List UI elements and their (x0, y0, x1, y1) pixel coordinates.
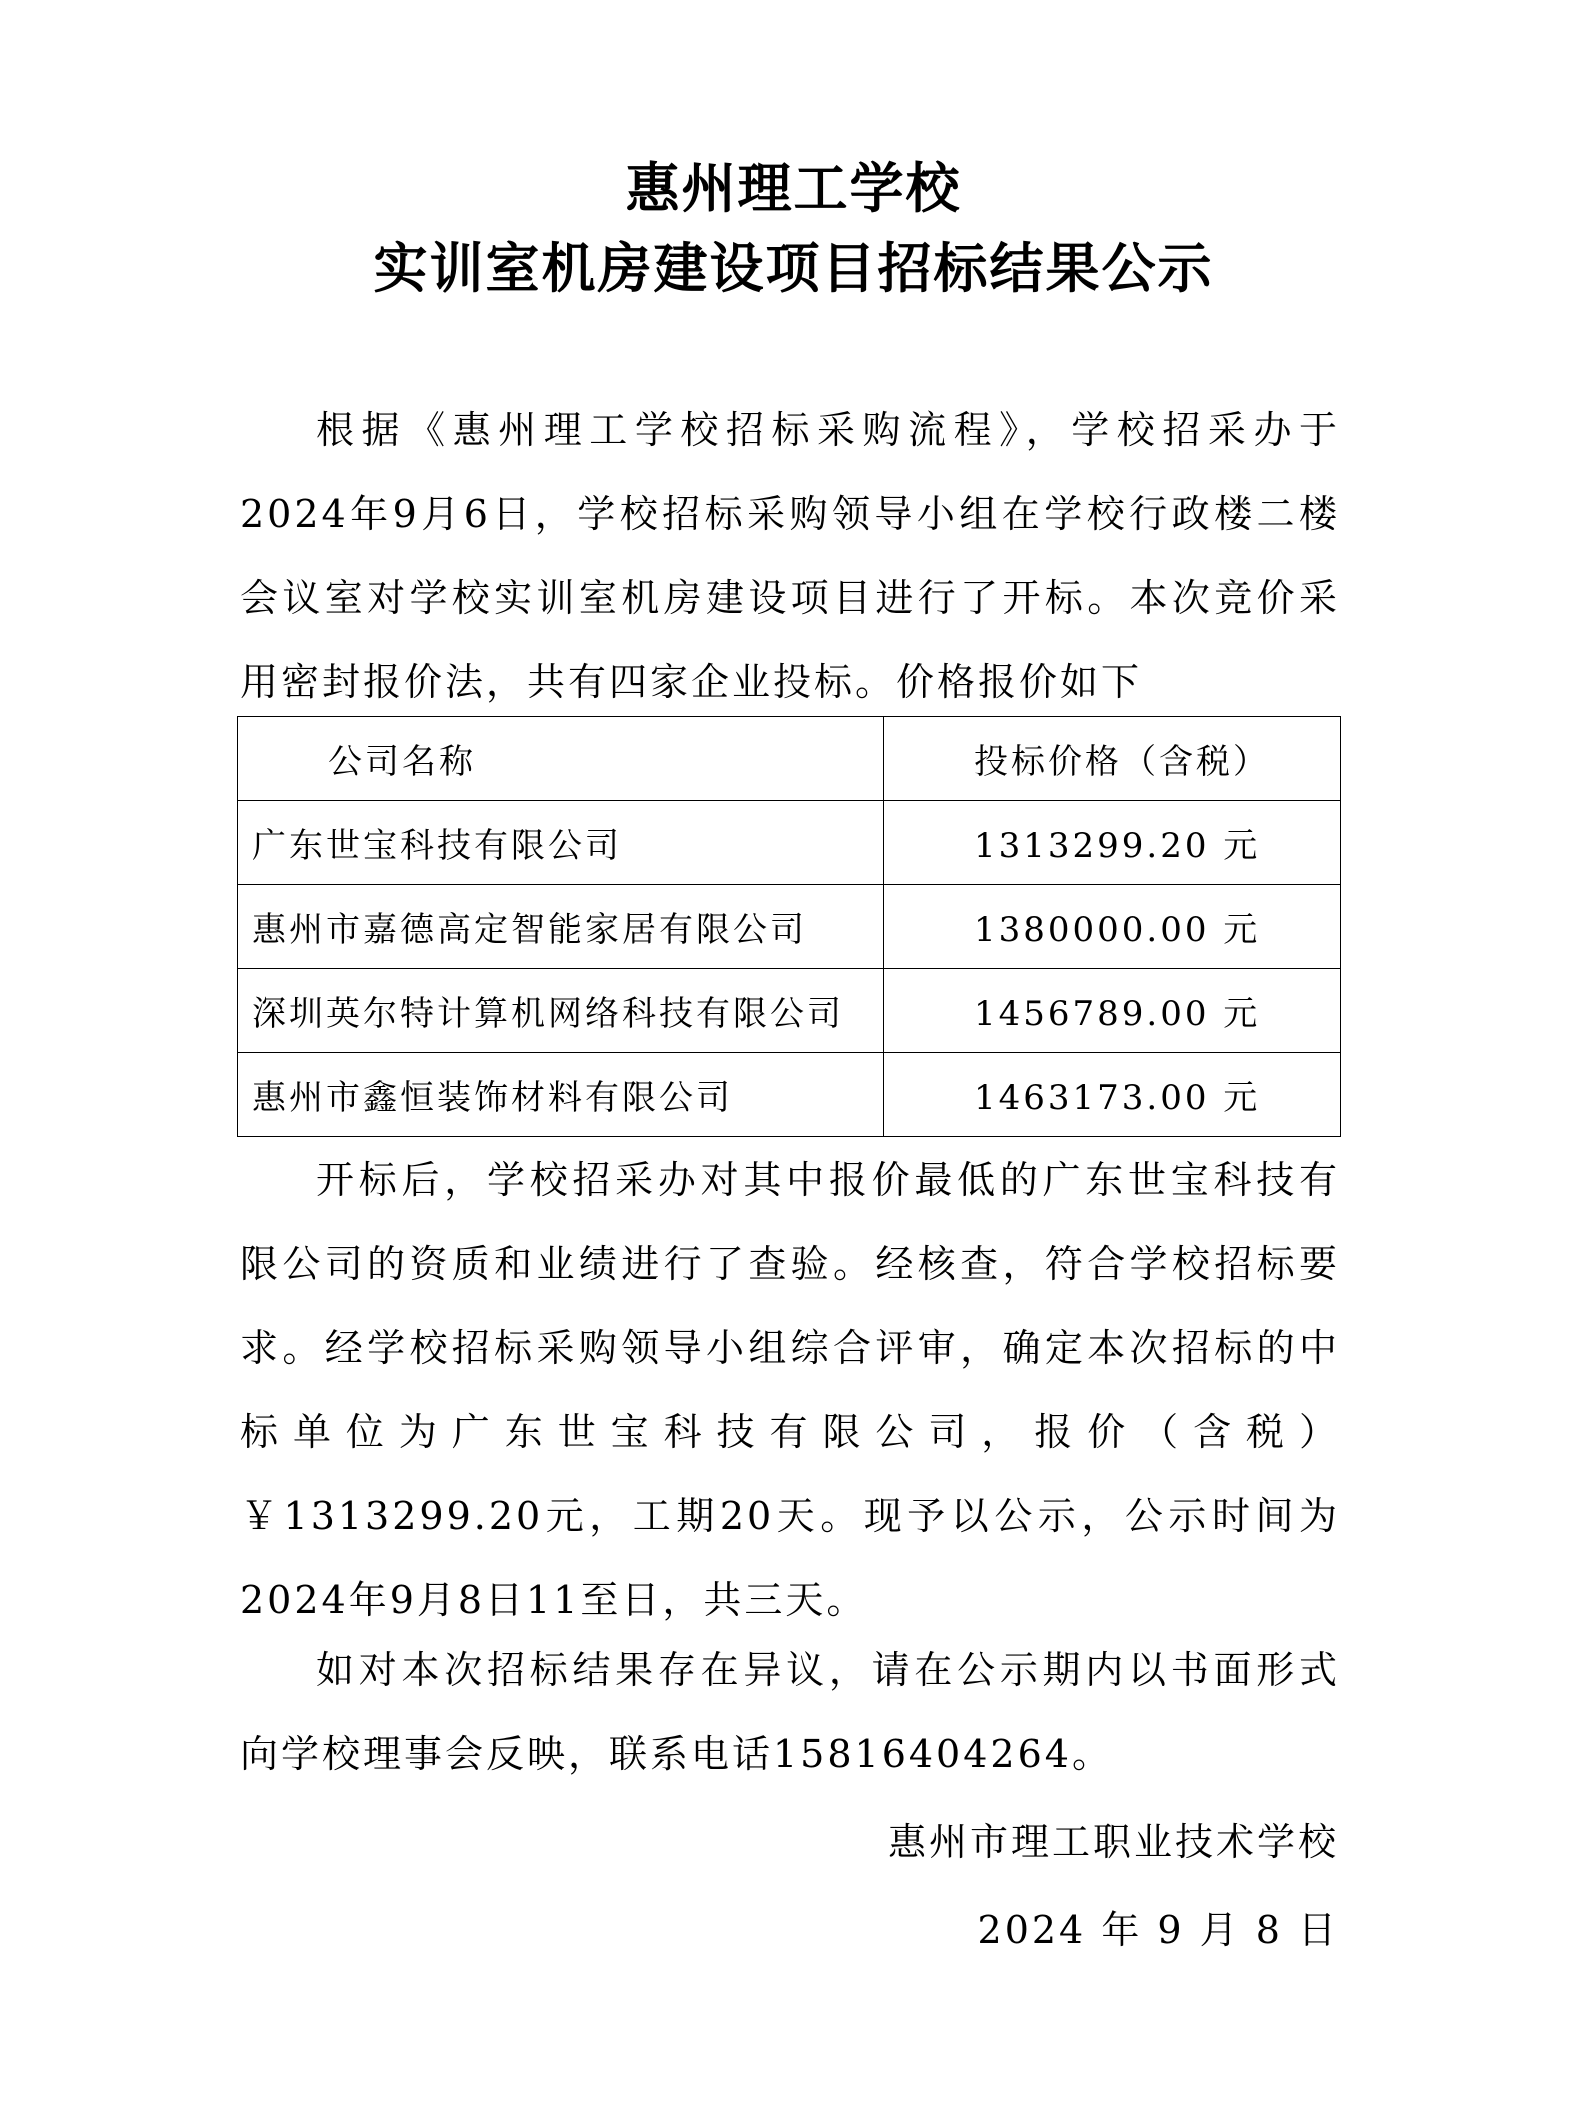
table-cell-company: 广东世宝科技有限公司 (238, 801, 884, 885)
table-row (238, 885, 1341, 969)
table-header-row (238, 717, 1341, 801)
signature-organization: 惠州市理工职业技术学校 (887, 1820, 1339, 1864)
table-cell-price: 1456789.00 元 (884, 969, 1341, 1053)
objection-paragraph: 如对本次招标结果存在异议，请在公示期内以书面形式向学校理事会反映，联系电话15816404264。 (240, 1648, 1340, 1776)
table-cell-price: 1313299.20 元 (884, 801, 1341, 885)
table-cell-company: 深圳英尔特计算机网络科技有限公司 (238, 969, 884, 1053)
table-cell-company: 惠州市嘉德高定智能家居有限公司 (238, 885, 884, 969)
table-cell-price: 1380000.00 元 (884, 885, 1341, 969)
document-title-line1: 惠州理工学校 (625, 156, 962, 220)
document-title-line2: 实训室机房建设项目招标结果公示 (373, 236, 1214, 300)
table-row (238, 969, 1341, 1053)
table-header-company: 公司名称 (238, 717, 884, 801)
table-cell-price: 1463173.00 元 (884, 1053, 1341, 1137)
table-row (238, 801, 1341, 885)
table-row (238, 1053, 1341, 1137)
table-header-price: 投标价格（含税） (884, 717, 1341, 801)
bid-price-table (237, 716, 1341, 1137)
intro-paragraph: 根据《惠州理工学校招标采购流程》，学校招采办于2024年9月6日，学校招标采购领导小组在学校行政楼二楼会议室对学校实训室机房建设项目进行了开标。本次竞价采用密封报价法，共有四家企业投标。价格报价如下 (240, 408, 1340, 704)
result-paragraph: 开标后，学校招采办对其中报价最低的广东世宝科技有限公司的资质和业绩进行了查验。经核查，符合学校招标要求。经学校招标采购领导小组综合评审，确定本次招标的中标单位为广东世宝科技有限公司，报价（含税）￥1313299.20元，工期20天。现予以公示，公示时间为2024年9月8日11至日，共三天。 (240, 1158, 1340, 1622)
table-cell-company: 惠州市鑫恒装饰材料有限公司 (238, 1053, 884, 1137)
signature-date: 2024 年 9 月 8 日 (977, 1908, 1339, 1952)
